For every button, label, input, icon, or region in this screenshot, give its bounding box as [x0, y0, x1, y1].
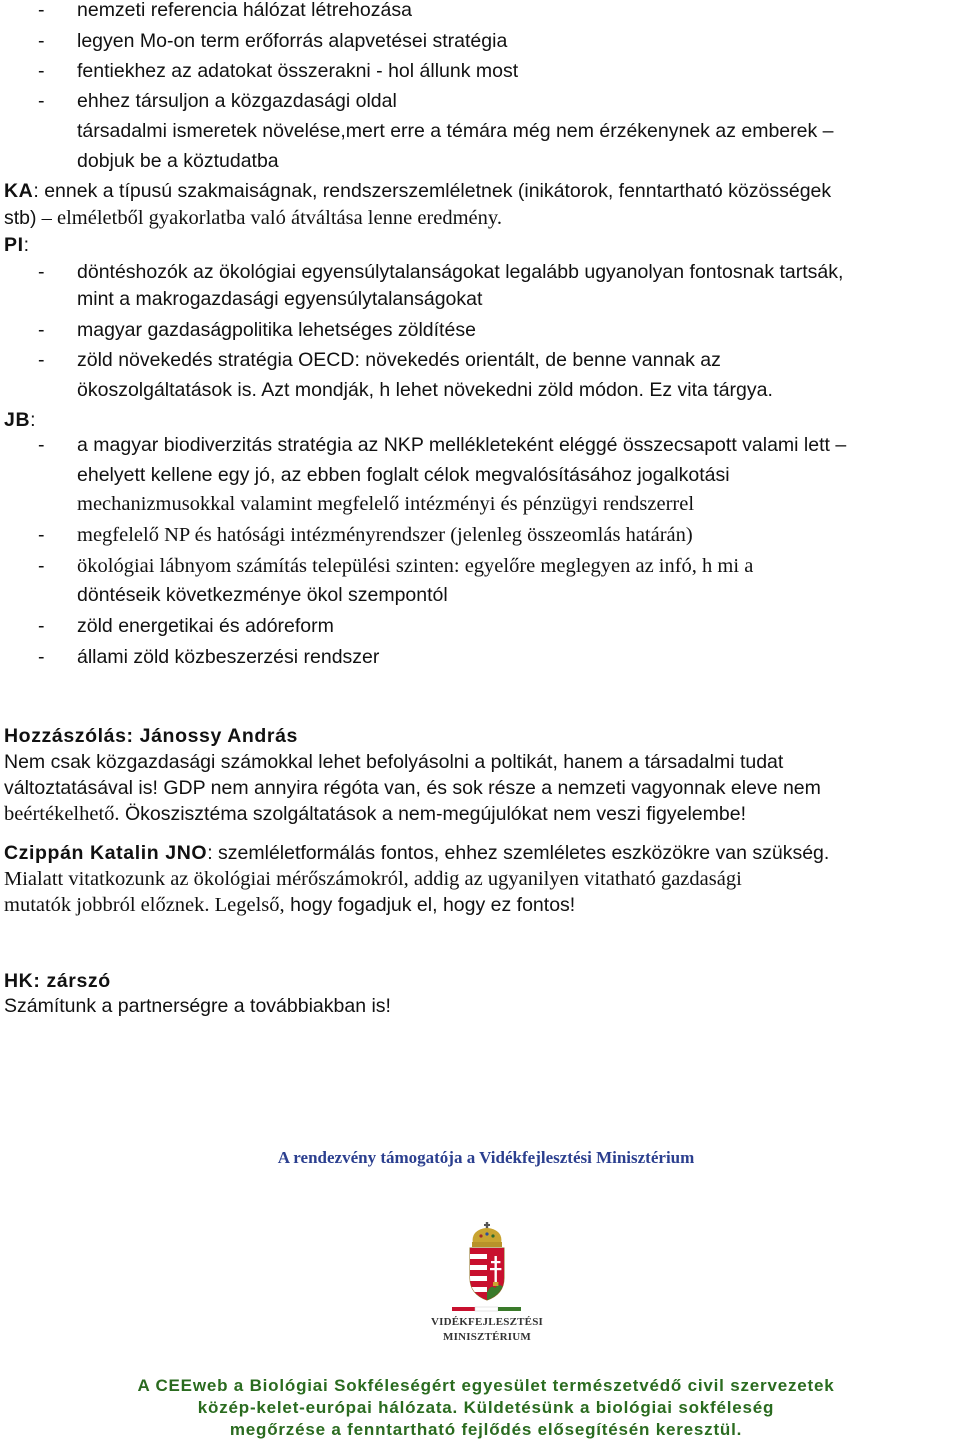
- paragraph-line: [4, 801, 746, 827]
- support-notice: A rendezvény támogatója a Vidékfejlesztési Minisztérium: [277, 1148, 695, 1167]
- colon: :: [30, 409, 36, 431]
- footer-line: A CEEweb a Biológiai Sokféleségért egyesület természetvédő civil szervezetek: [137, 1376, 835, 1395]
- list-dash: -: [38, 261, 45, 283]
- list-item-continuation: mint a makrogazdasági egyensúlytalanságokat: [77, 288, 483, 310]
- list-dash: -: [38, 349, 45, 371]
- footer-line: megőrzése a fenntartható fejlődés elősegítésén keresztül.: [229, 1420, 743, 1439]
- list-dash: -: [38, 60, 45, 82]
- list-item: megfelelő NP és hatósági intézményrendszer (jelenleg összeomlás határán): [77, 524, 693, 546]
- list-item: állami zöld közbeszerzési rendszer: [77, 646, 380, 668]
- czippan-paragraph: [4, 840, 829, 866]
- speaker-label: Czippán Katalin JNO: [4, 842, 208, 864]
- colon: :: [23, 234, 30, 256]
- paragraph-text: Ökoszisztéma szolgáltatások a nem-megújulókat nem veszi figyelembe!: [119, 803, 746, 825]
- list-dash: -: [38, 0, 45, 21]
- pi-heading: [4, 232, 29, 258]
- list-dash: -: [38, 90, 45, 112]
- list-dash: -: [38, 434, 45, 456]
- list-item-continuation: társadalmi ismeretek növelése,mert erre a témára még nem érzékenynek az emberek –: [77, 120, 834, 142]
- logo-text-line1: VIDÉKFEJLESZTÉSI: [430, 1316, 544, 1328]
- paragraph-line: [4, 892, 575, 918]
- ministry-logo: [422, 1218, 552, 1353]
- jb-heading: [4, 407, 36, 433]
- list-dash: -: [38, 30, 45, 52]
- paragraph-line: változtatásával is! GDP nem annyira régóta van, és sok része a nemzeti vagyonnak eleve nem: [4, 777, 821, 799]
- list-item: fentiekhez az adatokat összerakni - hol állunk most: [77, 60, 519, 82]
- footer-line: közép-kelet-európai hálózata. Küldetésünk a biológiai sokféleség: [197, 1398, 775, 1417]
- list-item: zöld energetikai és adóreform: [77, 615, 334, 637]
- speaker-label: KA: [4, 180, 34, 202]
- list-item: nemzeti referencia hálózat létrehozása: [77, 0, 412, 21]
- list-item: zöld növekedés stratégia OECD: növekedés orientált, de benne vannak az: [77, 349, 721, 371]
- logo-text-line2: MINISZTÉRIUM: [443, 1331, 531, 1343]
- speaker-label: JB: [4, 409, 31, 431]
- list-item: legyen Mo-on term erőforrás alapvetései stratégia: [77, 30, 508, 52]
- ka-text: stb): [4, 207, 37, 229]
- list-item: magyar gazdaságpolitika lehetséges zöldítése: [77, 319, 476, 341]
- ka-paragraph-line2: [4, 205, 502, 231]
- paragraph-line: Számítunk a partnerségre a továbbiakban is!: [4, 995, 391, 1017]
- list-dash: -: [38, 646, 45, 668]
- list-item-continuation: ehelyett kellene egy jó, az ebben foglalt célok megvalósításához jogalkotási: [77, 464, 730, 486]
- section-heading: Hozzászólás: Jánossy András: [4, 725, 298, 747]
- paragraph-line: Nem csak közgazdasági számokkal lehet befolyásolni a poltikát, hanem a társadalmi tudat: [4, 751, 784, 773]
- paragraph-text: beértékelhető.: [4, 803, 120, 825]
- ka-paragraph: [4, 178, 831, 204]
- paragraph-line: Mialatt vitatkozunk az ökológiai mérőszámokról, addig az ugyanilyen vitatható gazdasági: [4, 868, 742, 890]
- list-item-continuation: ökoszolgáltatások is. Azt mondják, h lehet növekedni zöld módon. Ez vita tárgya.: [77, 379, 773, 401]
- list-item-continuation: dobjuk be a köztudatba: [77, 150, 279, 172]
- paragraph-text: : szemléletformálás fontos, ehhez szemléletes eszközökre van szükség.: [207, 842, 830, 864]
- list-item-continuation: mechanizmusokkal valamint megfelelő intézményi és pénzügyi rendszerrel: [77, 493, 695, 515]
- ka-text: – elméletből gyakorlatba való átváltása lenne eredmény.: [36, 207, 502, 229]
- list-dash: -: [38, 615, 45, 637]
- list-item: ökológiai lábnyom számítás települési szinten: egyelőre meglegyen az infó, h mi a: [77, 555, 754, 577]
- list-dash: -: [38, 524, 45, 546]
- list-item-continuation: döntéseik következménye ökol szempontól: [77, 584, 448, 606]
- list-dash: -: [38, 555, 45, 577]
- list-dash: -: [38, 319, 45, 341]
- ka-text: : ennek a típusú szakmaiságnak, rendszerszemléletnek (inikátorok, fenntartható közösségek: [33, 180, 832, 202]
- speaker-label: PI: [4, 234, 24, 256]
- paragraph-text: mutatók jobbról előznek. Legelső,: [4, 894, 285, 916]
- list-item: a magyar biodiverzitás stratégia az NKP mellékleteként eléggé összecsapott valami lett –: [77, 434, 847, 456]
- list-item: ehhez társuljon a közgazdasági oldal: [77, 90, 397, 112]
- paragraph-text: hogy fogadjuk el, hogy ez fontos!: [284, 894, 576, 916]
- list-item: döntéshozók az ökológiai egyensúlytalanságokat legalább ugyanolyan fontosnak tartsák,: [77, 261, 844, 283]
- section-heading: HK: zárszó: [4, 970, 111, 992]
